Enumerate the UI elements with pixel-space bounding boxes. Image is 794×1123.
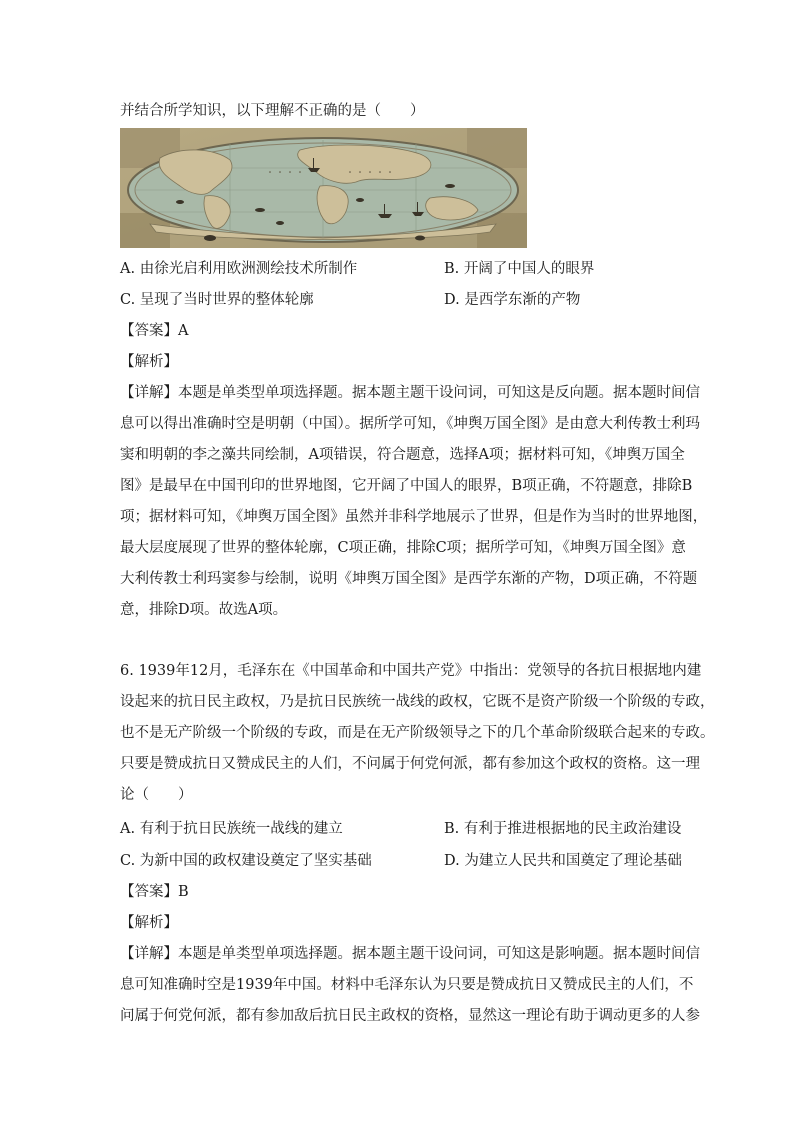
q5-detail-line: 图》是最早在中国刊印的世界地图，它开阔了中国人的眼界，B项正确，不符题意，排除B [120, 478, 693, 494]
q6-option-b: B. 有利于推进根据地的民主政治建设 [444, 821, 682, 837]
q6-option-a: A. 有利于抗日民族统一战线的建立 [120, 821, 343, 837]
q6-detail-line: 【详解】本题是单类型单项选择题。据本题主题干设问词，可知这是影响题。据本题时间信 [120, 946, 700, 962]
q5-detail-line: 大利传教士利玛窦参与绘制，说明《坤舆万国全图》是西学东渐的产物，D项正确，不符题 [120, 571, 698, 587]
q5-detail-line: 项；据材料可知，《坤舆万国全图》虽然并非科学地展示了世界，但是作为当时的世界地图， [120, 509, 708, 525]
q6-stem-line: 论（ ） [120, 787, 193, 803]
q6-stem-line: 只要是赞成抗日又赞成民主的人们，不问属于何党何派，都有参加这个政权的资格。这一理 [120, 756, 700, 772]
q6-stem-line: 设起来的抗日民主政权，乃是抗日民族统一战线的政权，它既不是资产阶级一个阶级的专政， [120, 694, 715, 710]
world-map-image [120, 128, 527, 248]
q6-stem-line: 也不是无产阶级一个阶级的专政，而是在无产阶级领导之下的几个革命阶级联合起来的专政。 [120, 725, 715, 741]
q5-option-b: B. 开阔了中国人的眼界 [444, 261, 595, 277]
q6-answer: 【答案】B [120, 884, 189, 900]
q5-option-d: D. 是西学东渐的产物 [444, 292, 581, 308]
q5-detail-line: 窦和明朝的李之藻共同绘制，A项错误，符合题意，选择A项；据材料可知，《坤舆万国全 [120, 447, 685, 463]
q5-detail-line: 最大层度展现了世界的整体轮廓，C项正确，排除C项；据所学可知，《坤舆万国全图》意 [120, 540, 686, 556]
q6-detail-line: 息可知准确时空是1939年中国。材料中毛泽东认为只要是赞成抗日又赞成民主的人们，不 [120, 977, 694, 993]
q6-option-c: C. 为新中国的政权建设奠定了坚实基础 [120, 853, 372, 869]
q6-analysis-heading: 【解析】 [120, 915, 178, 931]
q5-stem: 并结合所学知识，以下理解不正确的是（ ） [120, 103, 425, 119]
q6-stem-line: 6. 1939年12月，毛泽东在《中国革命和中国共产党》中指出：党领导的各抗日根据地内建 [120, 663, 702, 679]
q6-detail-line: 问属于何党何派，都有参加敌后抗日民主政权的资格，显然这一理论有助于调动更多的人参 [120, 1008, 700, 1024]
q5-detail-line: 息可以得出准确时空是明朝（中国）。据所学可知，《坤舆万国全图》是由意大利传教士利玛 [120, 416, 700, 432]
q5-detail-line: 【详解】本题是单类型单项选择题。据本题主题干设问词，可知这是反向题。据本题时间信 [120, 385, 700, 401]
q5-answer: 【答案】A [120, 323, 189, 339]
q5-option-c: C. 呈现了当时世界的整体轮廓 [120, 292, 314, 308]
q5-detail-line: 意，排除D项。故选A项。 [120, 602, 288, 618]
q6-option-d: D. 为建立人民共和国奠定了理论基础 [444, 853, 682, 869]
q5-analysis-heading: 【解析】 [120, 354, 178, 370]
q5-option-a: A. 由徐光启利用欧洲测绘技术所制作 [120, 261, 358, 277]
